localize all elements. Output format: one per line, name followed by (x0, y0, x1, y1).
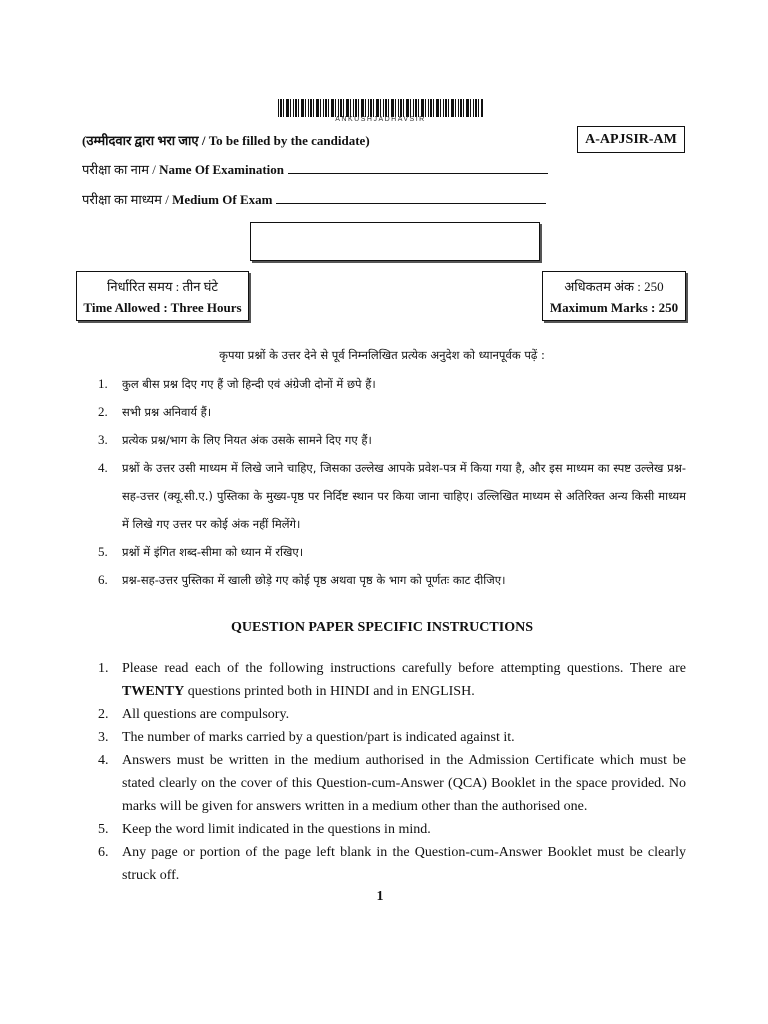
item-number: 6. (98, 572, 108, 587)
barcode (278, 99, 483, 117)
item-text: प्रत्येक प्रश्न/भाग के लिए नियत अंक उसके सामने दिए गए हैं। (122, 433, 372, 447)
list-item (82, 818, 686, 841)
list-item (82, 749, 686, 818)
page-number: 1 (376, 889, 384, 904)
item-number: 4. (98, 460, 108, 475)
english-section-title: QUESTION PAPER SPECIFIC INSTRUCTIONS (231, 620, 533, 635)
exam-name-line[interactable] (288, 163, 548, 174)
time-allowed-box (76, 271, 249, 321)
item-text: प्रश्नों के उत्तर उसी माध्यम में लिखे जाने चाहिए, जिसका उल्लेख आपके प्रवेश-पत्र में किया गया है, और इस माध्यम का स्पष्ट उल्लेख प्रश्न-सह-उत्तर (क्यू.सी.ए.) पुस्तिका के मुख्य-पृष्ठ पर निर्दिष्ट स्थान पर किया जाना चाहिए। उल्लिखित माध्यम से अतिरिक्त अन्य किसी माध्यम में लिखे गए उत्तर पर कोई अंक नहीं मिलेंगे। (122, 461, 686, 531)
item-number: 4. (98, 753, 109, 768)
item-text: The number of marks carried by a question/part is indicated against it. (122, 730, 515, 745)
medium-field (82, 190, 546, 208)
item-number: 6. (98, 845, 109, 860)
hindi-instructions-list (82, 370, 686, 594)
item-text (122, 657, 686, 703)
item-number: 5. (98, 822, 109, 837)
list-item (82, 426, 686, 454)
medium-label-hi: परीक्षा का माध्यम / (82, 192, 173, 207)
list-item (82, 841, 686, 887)
list-item (82, 726, 686, 749)
marks-hi: अधिकतम अंक : 250 (564, 279, 664, 294)
hindi-intro: कृपया प्रश्नों के उत्तर देने से पूर्व निम्नलिखित प्रत्येक अनुदेश को ध्यानपूर्वक पढ़ें : (219, 348, 545, 362)
item-number: 2. (98, 707, 109, 722)
item-text: प्रश्नों में इंगित शब्द-सीमा को ध्यान में रखिए। (122, 545, 304, 559)
item-text: Any page or portion of the page left blank in the Question-cum-Answer Booklet must be clearly struck off. (122, 845, 686, 883)
item-number: 1. (98, 376, 108, 391)
list-item (82, 703, 686, 726)
time-hi: निर्धारित समय : तीन घंटे (107, 279, 218, 294)
item-text: सभी प्रश्न अनिवार्य हैं। (122, 405, 212, 419)
item-number: 3. (98, 432, 108, 447)
medium-label-en: Medium Of Exam (172, 192, 273, 207)
list-item (82, 454, 686, 538)
item-text: Keep the word limit indicated in the questions in mind. (122, 822, 431, 837)
item-text: Answers must be written in the medium authorised in the Admission Certificate which must be stated clearly on the cover of this Question-cum-Answer (QCA) Booklet in the space provided. No marks will be given for answers written in a medium other than the authorised one. (122, 753, 686, 814)
item-text: कुल बीस प्रश्न दिए गए हैं जो हिन्दी एवं अंग्रेजी दोनों में छपे हैं। (122, 377, 376, 391)
item-text-part: questions printed both in HINDI and in ENGLISH. (184, 684, 475, 699)
time-en: Time Allowed : Three Hours (83, 300, 242, 315)
item-text-bold: TWENTY (122, 684, 185, 699)
item-number: 5. (98, 544, 108, 559)
marks-en: Maximum Marks : 250 (549, 300, 679, 315)
list-item (82, 398, 686, 426)
item-text: प्रश्न-सह-उत्तर पुस्तिका में खाली छोड़े गए कोई पृष्ठ अथवा पृष्ठ के भाग को पूर्णतः काट दीजिए। (122, 573, 506, 587)
item-number: 3. (98, 730, 109, 745)
item-text: All questions are compulsory. (122, 707, 290, 722)
item-number: 2. (98, 404, 108, 419)
barcode-caption: ANKUSHJADHAVSIR (335, 116, 426, 123)
paper-code-box: A-APJSIR-AM (577, 126, 685, 153)
exam-name-label-en: Name Of Examination (159, 162, 285, 177)
item-text-part: Please read each of the following instructions carefully before attempting questions. There are (122, 661, 686, 676)
blank-entry-box[interactable] (250, 222, 540, 261)
list-item (82, 566, 686, 594)
exam-name-label-hi: परीक्षा का नाम / (82, 162, 160, 177)
list-item (82, 370, 686, 398)
list-item (82, 538, 686, 566)
list-item (82, 657, 686, 703)
medium-line[interactable] (276, 193, 546, 204)
item-number: 1. (98, 661, 109, 676)
english-instructions-list (82, 657, 686, 887)
fill-note: (उम्मीदवार द्वारा भरा जाए / To be filled by the candidate) (82, 133, 370, 148)
exam-name-field (82, 160, 548, 178)
max-marks-box (542, 271, 686, 321)
